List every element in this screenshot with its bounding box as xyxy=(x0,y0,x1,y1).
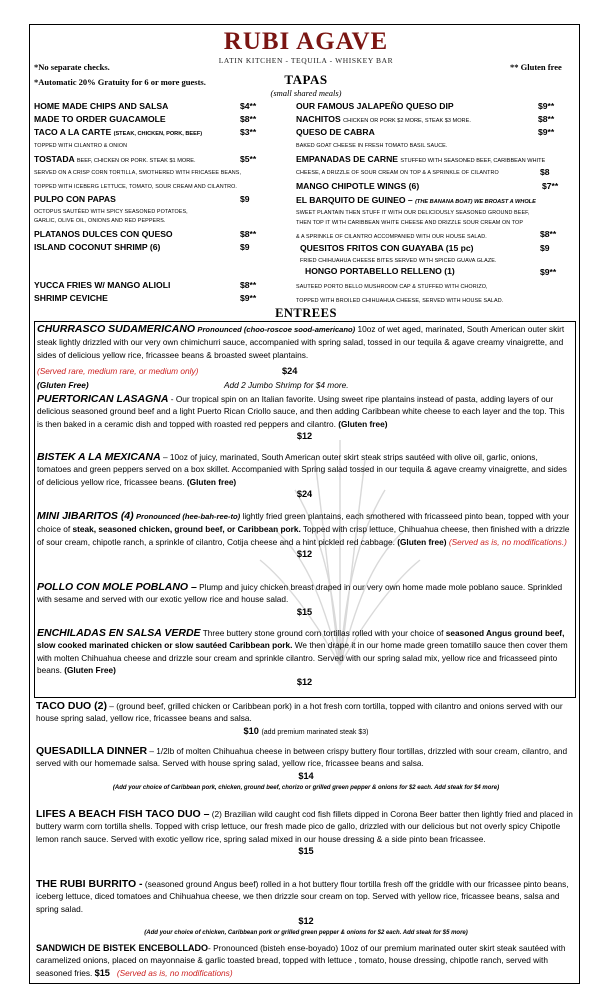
tapas-subtitle: (small shared meals) xyxy=(270,88,342,98)
tapas-desc: TOPPED WITH BROILED CHIHUAHUA CHEESE, SERVED WITH HOUSE SALAD. xyxy=(296,298,504,304)
entree-desc: 10oz of wet aged, marinated, South American outer skirt steak lightly drizzled with our very own chimichurri sauce, accompanied with spring salad, tossed in our tequila & agave creamy vinaigrette, and sides of delicious yellow rice, fricassee beans & broasted sweet plantains. xyxy=(37,324,565,360)
entree-churrasco xyxy=(37,323,572,361)
churrasco-addon: Add 2 Jumbo Shrimp for $4 more. xyxy=(224,380,349,390)
churrasco-price: $24 xyxy=(282,366,298,376)
tapas-desc: SERVED ON A CRISP CORN TORTILLA, SMOTHERED WITH FRICASEE BEANS, xyxy=(34,170,242,176)
tapas-item: TOSTADA BEEF, CHICKEN OR PORK. STEAK $1 MORE. xyxy=(34,154,196,164)
tapas-title: TAPAS xyxy=(284,72,328,87)
entree-gf: (Gluten free) xyxy=(397,536,447,547)
tapas-price: $8** xyxy=(240,114,257,124)
plate-desc: (seasoned ground Angus beef) rolled in a hot buttery flour tortilla fresh off the griddle with our fricassee pinto beans, iceberg lettuce, diced tomatoes and Chihuahua cheese, we then drizzle sour cream on top. Served with yellow rice, fricassee beans, salsa and spring salad. xyxy=(36,879,569,914)
entree-desc: Topped with crisp lettuce, Chihuahua cheese, then finished with a drizzle of sour cream, chipotle ranch, a sprinkle of cilantro, Cotija cheese and a hint pickled red cabbage. xyxy=(37,524,570,547)
entree-pronunciation: Pronounced (choo-roscoe sood-americano) xyxy=(197,325,356,334)
tapas-price: $7** xyxy=(542,181,559,191)
entree-lasagna xyxy=(37,393,572,443)
plate-name: SANDWICH DE BISTEK ENCEBOLLADO xyxy=(36,943,209,953)
entree-desc: - Our tropical spin on an Italian favorite. Using sweet ripe plantains instead of pasta, adding layers of our delicious seasoned ground beef and a light Puerto Rican Criollo sauce, and then adding Caribbean white cheese to each layer and the top. This is then baked in a ceramic dish and topped with roasted red peppers and cilantro. xyxy=(37,394,565,429)
tapas-price: $9** xyxy=(538,127,555,137)
tapas-item: PULPO CON PAPAS xyxy=(34,194,116,204)
tapas-desc: FRIED CHIHUAHUA CHEESE BITES SERVED WITH SPICED GUAVA GLAZE. xyxy=(300,258,497,264)
plate-desc: (2) Brazilian wild caught cod fish fillets dipped in Corona Beer batter then lightly fried and placed in buttery warm corn tortilla shells. Topped with crisp lettuce, our fresh made pico de gallo, drizzled with our delicious but not overly spicy Chipotle lemon ranch sauce. Served with exotic yellow rice, spring salad mixed in our house dressing & a side pinto bean fricassee. xyxy=(36,809,573,844)
entree-choice: steak, seasoned chicken, ground beef, or Caribbean pork. xyxy=(72,524,301,535)
tapas-price: $9** xyxy=(240,293,257,303)
plate-taco-duo xyxy=(36,700,576,739)
entree-enchiladas xyxy=(37,627,572,689)
tapas-item: EMPANADAS DE CARNE STUFFED WITH SEASONED BEEF, CARIBBEAN WHITE xyxy=(296,154,546,164)
plate-price-line: $10 (add premium marinated steak $3) xyxy=(243,725,369,736)
restaurant-logo: RUBI AGAVE xyxy=(223,28,389,55)
plate-sandwich xyxy=(36,942,576,979)
plate-name: TACO DUO (2) xyxy=(36,700,107,712)
entree-desc: Plump and juicy chicken breast draped in our very own home made mole poblano sauce. Sprinkled with sesame and served with our exotic yellow rice and house salad. xyxy=(37,582,563,605)
tapas-item: SHRIMP CEVICHE xyxy=(34,293,108,303)
plate-desc: – 1/2lb of molten Chihuahua cheese in between crispy buttery flour tortillas, drizzled with sour cream, cilantro, and served with our homemade salsa. Served with house spring salad, yellow rice, fricassee beans and salsa. xyxy=(36,746,568,769)
plate-price: $15 xyxy=(298,845,314,856)
tapas-desc: TOPPED WITH CILANTRO & ONION xyxy=(34,143,128,149)
entree-note: (Served as is, no modifications.) xyxy=(448,536,567,547)
tapas-price: $8** xyxy=(240,280,257,290)
tapas-item: QUESITOS FRITOS CON GUAYABA (15 pc) xyxy=(300,243,474,253)
plate-price: $12 xyxy=(298,915,314,926)
entree-name: POLLO CON MOLE POBLANO – xyxy=(37,581,197,593)
entree-mole xyxy=(37,581,572,619)
tapas-item: OUR FAMOUS JALAPEÑO QUESO DIP xyxy=(296,101,454,111)
plate-fish-taco xyxy=(36,808,576,858)
tapas-item: YUCCA FRIES W/ MANGO ALIOLI xyxy=(34,280,171,290)
tapas-desc: BAKED GOAT CHEESE IN FRESH TOMATO BASIL SAUCE. xyxy=(296,143,448,149)
plate-price: $14 xyxy=(298,770,314,781)
tapas-item: EL BARQUITO DE GUINEO – (THE BANANA BOAT) WE BROAST A WHOLE xyxy=(296,195,536,205)
tapas-item: QUESO DE CABRA xyxy=(296,127,375,137)
tapas-item: PLATANOS DULCES CON QUESO xyxy=(34,229,173,239)
plate-burrito xyxy=(36,878,576,938)
tapas-price: $9 xyxy=(240,194,250,204)
tapas-price: $9 xyxy=(540,243,550,253)
tapas-price: $8** xyxy=(540,229,557,239)
note-no-separate-checks: *No separate checks. xyxy=(34,62,110,72)
entree-name: CHURRASCO SUDAMERICANO xyxy=(37,323,196,335)
tapas-desc: & A SPRINKLE OF CILANTRO ACCOMPANIED WITH OUR HOUSE SALAD. xyxy=(296,234,487,240)
entree-desc: lightly fried green plantains, each smothered with fricasseed pinto bean, topped with your choice of xyxy=(37,511,570,535)
entree-name: BISTEK A LA MEXICANA xyxy=(37,451,161,463)
entree-desc: We then drape it in our home made green tomatillo sauce then cover them with molten Chihuahua cheese and drizzle sour cream and sprinkle cilantro. Served with our spring salad mix, yellow rice and fricasseed pinto beans. xyxy=(37,640,568,675)
entree-choice: seasoned Angus ground beef, slow cooked marinated chicken or slow sautéed Caribbean pork. xyxy=(37,628,565,651)
entree-price: $15 xyxy=(296,606,313,617)
entree-name: PUERTORICAN LASAGNA xyxy=(37,393,169,405)
tapas-desc: CHEESE, A DRIZZLE OF SOUR CREAM ON TOP & A SPRINKLE OF CILANTRO xyxy=(296,170,499,176)
tapas-price: $3** xyxy=(240,127,257,137)
tapas-desc: TOPPED WITH ICEBERG LETTUCE, TOMATO, SOUR CREAM AND CILANTRO. xyxy=(34,184,237,190)
tapas-price: $8** xyxy=(538,114,555,124)
entree-gf: (Gluten free) xyxy=(338,418,388,429)
plate-quesadilla xyxy=(36,745,576,793)
tapas-item: HONGO PORTABELLO RELLENO (1) xyxy=(305,266,455,276)
plate-note: (Served as is, no modifications) xyxy=(116,967,233,978)
restaurant-tagline: LATIN KITCHEN - TEQUILA - WHISKEY BAR xyxy=(218,56,394,65)
tapas-desc: OCTOPUS SAUTÉED WITH SPICY SEASONED POTATOES, xyxy=(34,209,188,215)
plate-name: LIFES A BEACH FISH TACO DUO – xyxy=(36,808,210,820)
entree-gf: (Gluten free) xyxy=(186,476,237,487)
tapas-price: $5** xyxy=(240,154,257,164)
entree-desc: – 10oz of juicy, marinated, South American outer skirt steak strips sautéed with olive oil, garlic, onions, tomatoes and green peppers served on a box skillet. Accompanied with Spring salad tossed in our tequila & agave creamy vinaigrette, and sides of delicious yellow rice, fricassee beans. xyxy=(37,452,567,487)
tapas-item: HOME MADE CHIPS AND SALSA xyxy=(34,101,169,111)
plate-desc: – (ground beef, grilled chicken or Caribbean pork) in a hot fresh corn tortilla, topped with cilantro and onions served with our house spring salad, yellow rice, fricassee beans and salsa. xyxy=(36,701,563,724)
entree-price: $12 xyxy=(296,677,313,688)
entrees-title: ENTREES xyxy=(275,306,337,320)
entree-desc: Three buttery stone ground corn tortillas rolled with your choice of xyxy=(200,628,446,638)
tapas-price: $9** xyxy=(540,267,557,277)
entree-bistek xyxy=(37,451,572,501)
entree-jibaritos xyxy=(37,510,572,561)
note-gluten-free: ** Gluten free xyxy=(510,62,562,72)
tapas-price: $9** xyxy=(538,101,555,111)
tapas-item: MANGO CHIPOTLE WINGS (6) xyxy=(296,181,420,191)
plate-desc: - Pronounced (bisteh ense-boyado) 10oz of our premium marinated outer skirt steak sautéed with caramelized onions, placed on mayonnaise & garlic toasted bread, topped with lettuce , tomato, house dressing, chipotle ranch, served with seasoned fries. xyxy=(36,943,566,978)
tapas-item: NACHITOS CHICKEN OR PORK $2 MORE, STEAK $3 MORE. xyxy=(296,114,471,124)
plate-addon-note: (Add your choice of Caribbean pork, chicken, ground beef, chorizo or grilled green pepper & onions for $2 each. Add steak for $4 more) xyxy=(112,784,500,791)
plate-name: THE RUBI BURRITO - xyxy=(36,878,143,890)
entree-price: $12 xyxy=(296,548,313,559)
plate-name: QUESADILLA DINNER xyxy=(36,745,148,757)
tapas-desc: SAUTEED PORTO BELLO MUSHROOM CAP & STUFFED WITH CHORIZO, xyxy=(296,284,488,290)
tapas-item: ISLAND COCONUT SHRIMP (6) xyxy=(34,242,161,252)
tapas-desc: GARLIC, OLIVE OIL, ONIONS AND RED PEPPERS. xyxy=(34,218,166,224)
entree-name: MINI JIBARITOS (4) xyxy=(37,510,134,522)
tapas-price: $9 xyxy=(240,242,250,252)
tapas-price: $8 xyxy=(540,167,550,177)
entree-name: ENCHILADAS EN SALSA VERDE xyxy=(37,627,201,639)
tapas-item: MADE TO ORDER GUACAMOLE xyxy=(34,114,166,124)
tapas-item: TACO A LA CARTE (STEAK, CHICKEN, PORK, BEEF) xyxy=(34,127,203,137)
churrasco-gf: (Gluten Free) xyxy=(37,380,89,390)
plate-addon-note: (Add your choice of chicken, Caribbean pork or grilled green pepper & onions for $2 each. Add steak for $5 more) xyxy=(144,929,468,936)
entree-price: $24 xyxy=(296,488,313,499)
entree-pronunciation: Pronounced (hee-bah-ree-to) xyxy=(135,512,241,521)
churrasco-note: (Served rare, medium rare, or medium only) xyxy=(37,366,199,376)
plate-price: $15 xyxy=(94,967,110,978)
note-gratuity: *Automatic 20% Gratuity for 6 or more guests. xyxy=(34,77,206,87)
tapas-price: $4** xyxy=(240,101,257,111)
tapas-desc: THEN TOP IT WITH CARIBBEAN WHITE CHEESE AND DRIZZLE SOUR CREAM ON TOP xyxy=(296,220,524,226)
entree-price: $12 xyxy=(296,430,313,441)
tapas-price: $8** xyxy=(240,229,257,239)
tapas-desc: SWEET PLANTAIN THEN STUFF IT WITH OUR DELICIOUSLY SEASONED GROUND BEEF, xyxy=(296,210,530,216)
entree-gf: (Gluten Free) xyxy=(64,664,116,675)
